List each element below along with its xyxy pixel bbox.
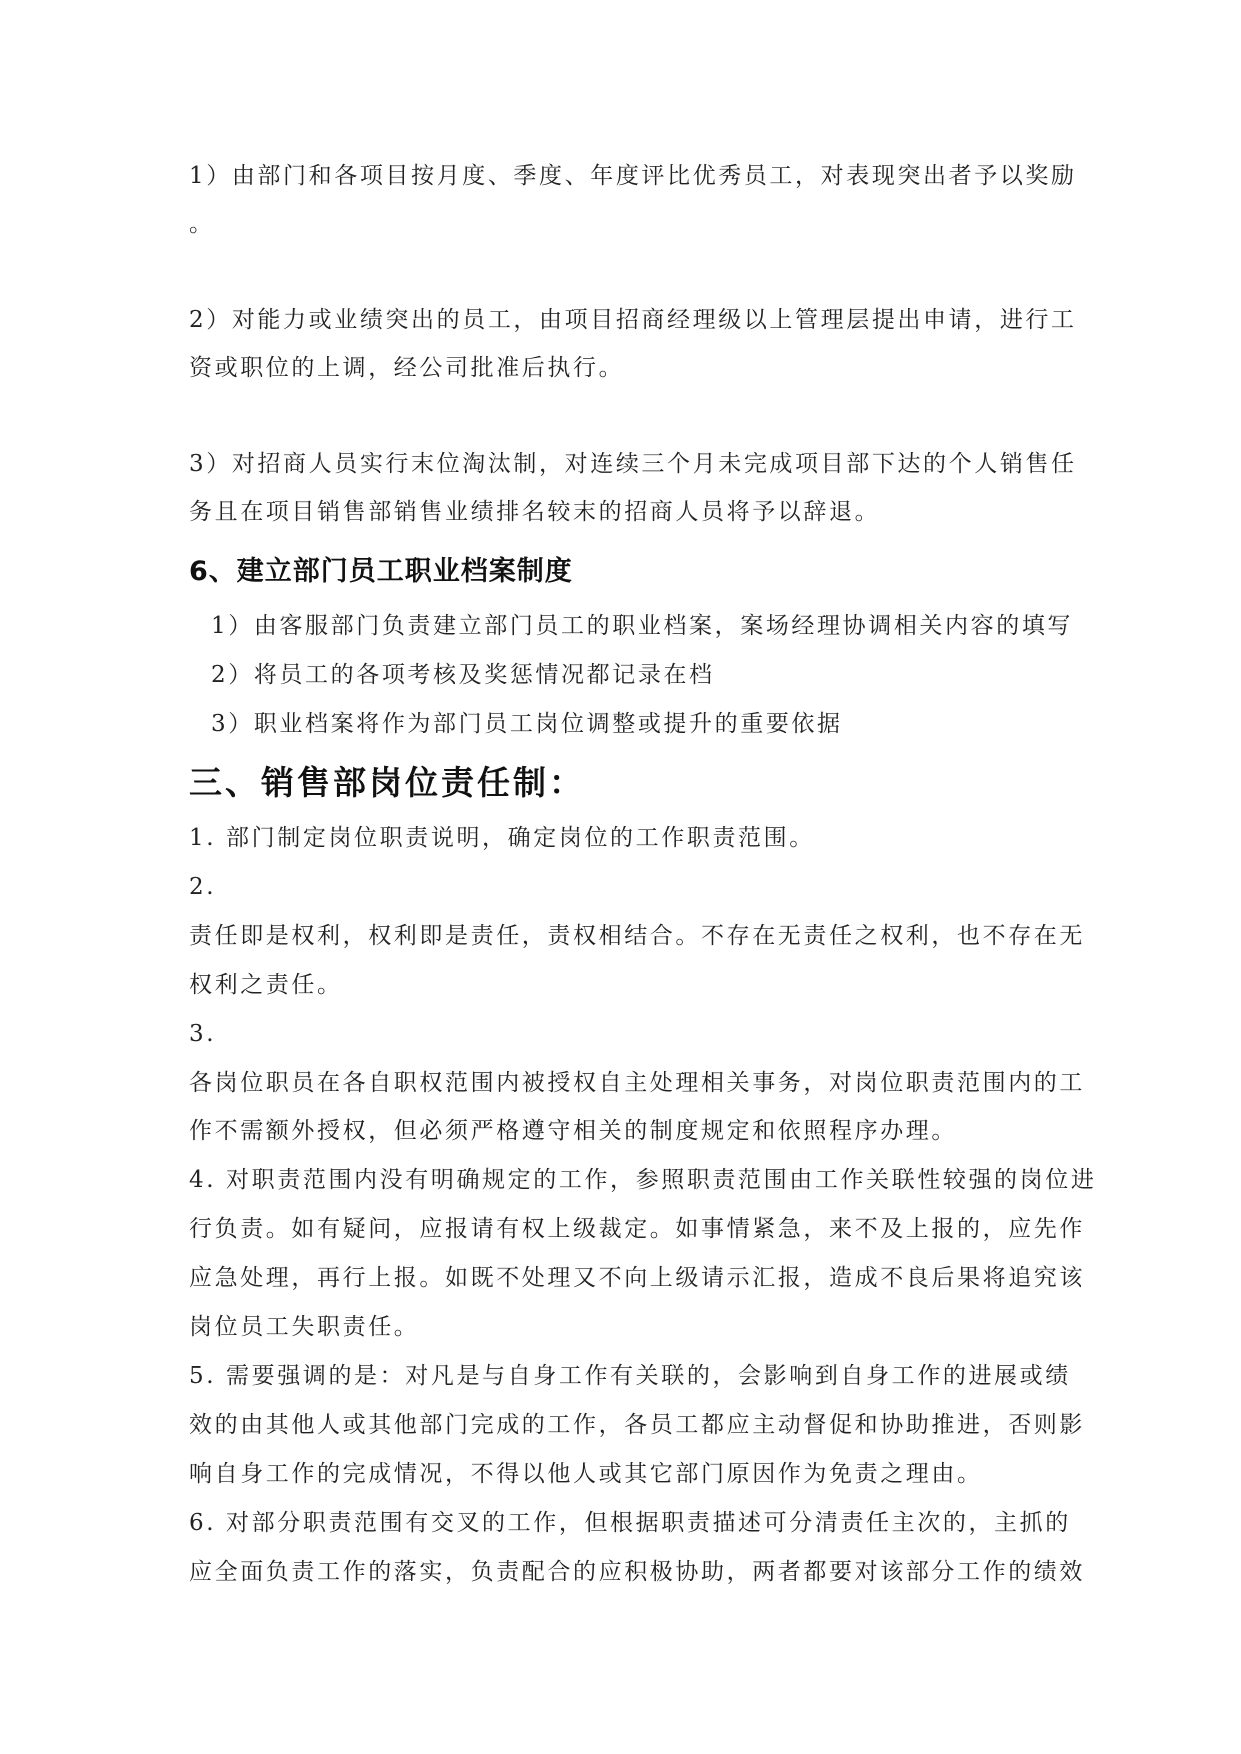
responsibility-p5-line-1: 5. 需要强调的是：对凡是与自身工作有关联的，会影响到自身工作的进展或绩 (189, 1363, 1071, 1389)
responsibility-p3-line-1: 各岗位职员在各自职权范围内被授权自主处理相关事务，对岗位职责范围内的工 (189, 1070, 1085, 1096)
responsibility-heading: 三、销售部岗位责任制： (189, 763, 585, 802)
reward-item-2-line-2: 资或职位的上调，经公司批准后执行。 (189, 355, 625, 381)
responsibility-p5-line-2: 效的由其他人或其他部门完成的工作，各员工都应主动督促和协助推进，否则影 (189, 1412, 1085, 1438)
responsibility-p3-line-2: 作不需额外授权，但必须严格遵守相关的制度规定和依照程序办理。 (189, 1118, 957, 1144)
responsibility-p2-number: 2. (189, 874, 217, 900)
responsibility-p4-line-4: 岗位员工失职责任。 (189, 1314, 420, 1340)
reward-item-1-line-1: 1）由部门和各项目按月度、季度、年度评比优秀员工，对表现突出者予以奖励 (189, 163, 1077, 189)
archive-item-2: 2）将员工的各项考核及奖惩情况都记录在档 (211, 662, 715, 688)
responsibility-p2-line-2: 权利之责任。 (189, 972, 343, 998)
archive-heading: 6、建立部门员工职业档案制度 (189, 556, 573, 587)
reward-item-3-line-2: 务且在项目销售部销售业绩排名较末的招商人员将予以辞退。 (189, 499, 881, 525)
responsibility-p6-line-1: 6. 对部分职责范围有交叉的工作，但根据职责描述可分清责任主次的，主抓的 (189, 1510, 1071, 1536)
responsibility-p4-line-1: 4. 对职责范围内没有明确规定的工作，参照职责范围由工作关联性较强的岗位进 (189, 1167, 1097, 1193)
reward-item-2-line-1: 2）对能力或业绩突出的员工，由项目招商经理级以上管理层提出申请，进行工 (189, 307, 1077, 333)
responsibility-p4-line-3: 应急处理，再行上报。如既不处理又不向上级请示汇报，造成不良后果将追究该 (189, 1265, 1085, 1291)
archive-item-3: 3）职业档案将作为部门员工岗位调整或提升的重要依据 (211, 711, 843, 737)
reward-item-3-line-1: 3）对招商人员实行末位淘汰制，对连续三个月未完成项目部下达的个人销售任 (189, 451, 1077, 477)
responsibility-p4-line-2: 行负责。如有疑问，应报请有权上级裁定。如事情紧急，来不及上报的，应先作 (189, 1216, 1085, 1242)
responsibility-p6-line-2: 应全面负责工作的落实，负责配合的应积极协助，两者都要对该部分工作的绩效 (189, 1559, 1085, 1585)
reward-item-1-line-2: 。 (189, 211, 215, 237)
archive-item-1: 1）由客服部门负责建立部门员工的职业档案，案场经理协调相关内容的填写 (211, 613, 1074, 639)
responsibility-p3-number: 3. (189, 1021, 217, 1047)
responsibility-p5-line-3: 响自身工作的完成情况，不得以他人或其它部门原因作为免责之理由。 (189, 1461, 983, 1487)
responsibility-p1: 1. 部门制定岗位职责说明，确定岗位的工作职责范围。 (189, 825, 815, 851)
responsibility-p2-line-1: 责任即是权利，权利即是责任，责权相结合。不存在无责任之权利，也不存在无 (189, 923, 1085, 949)
